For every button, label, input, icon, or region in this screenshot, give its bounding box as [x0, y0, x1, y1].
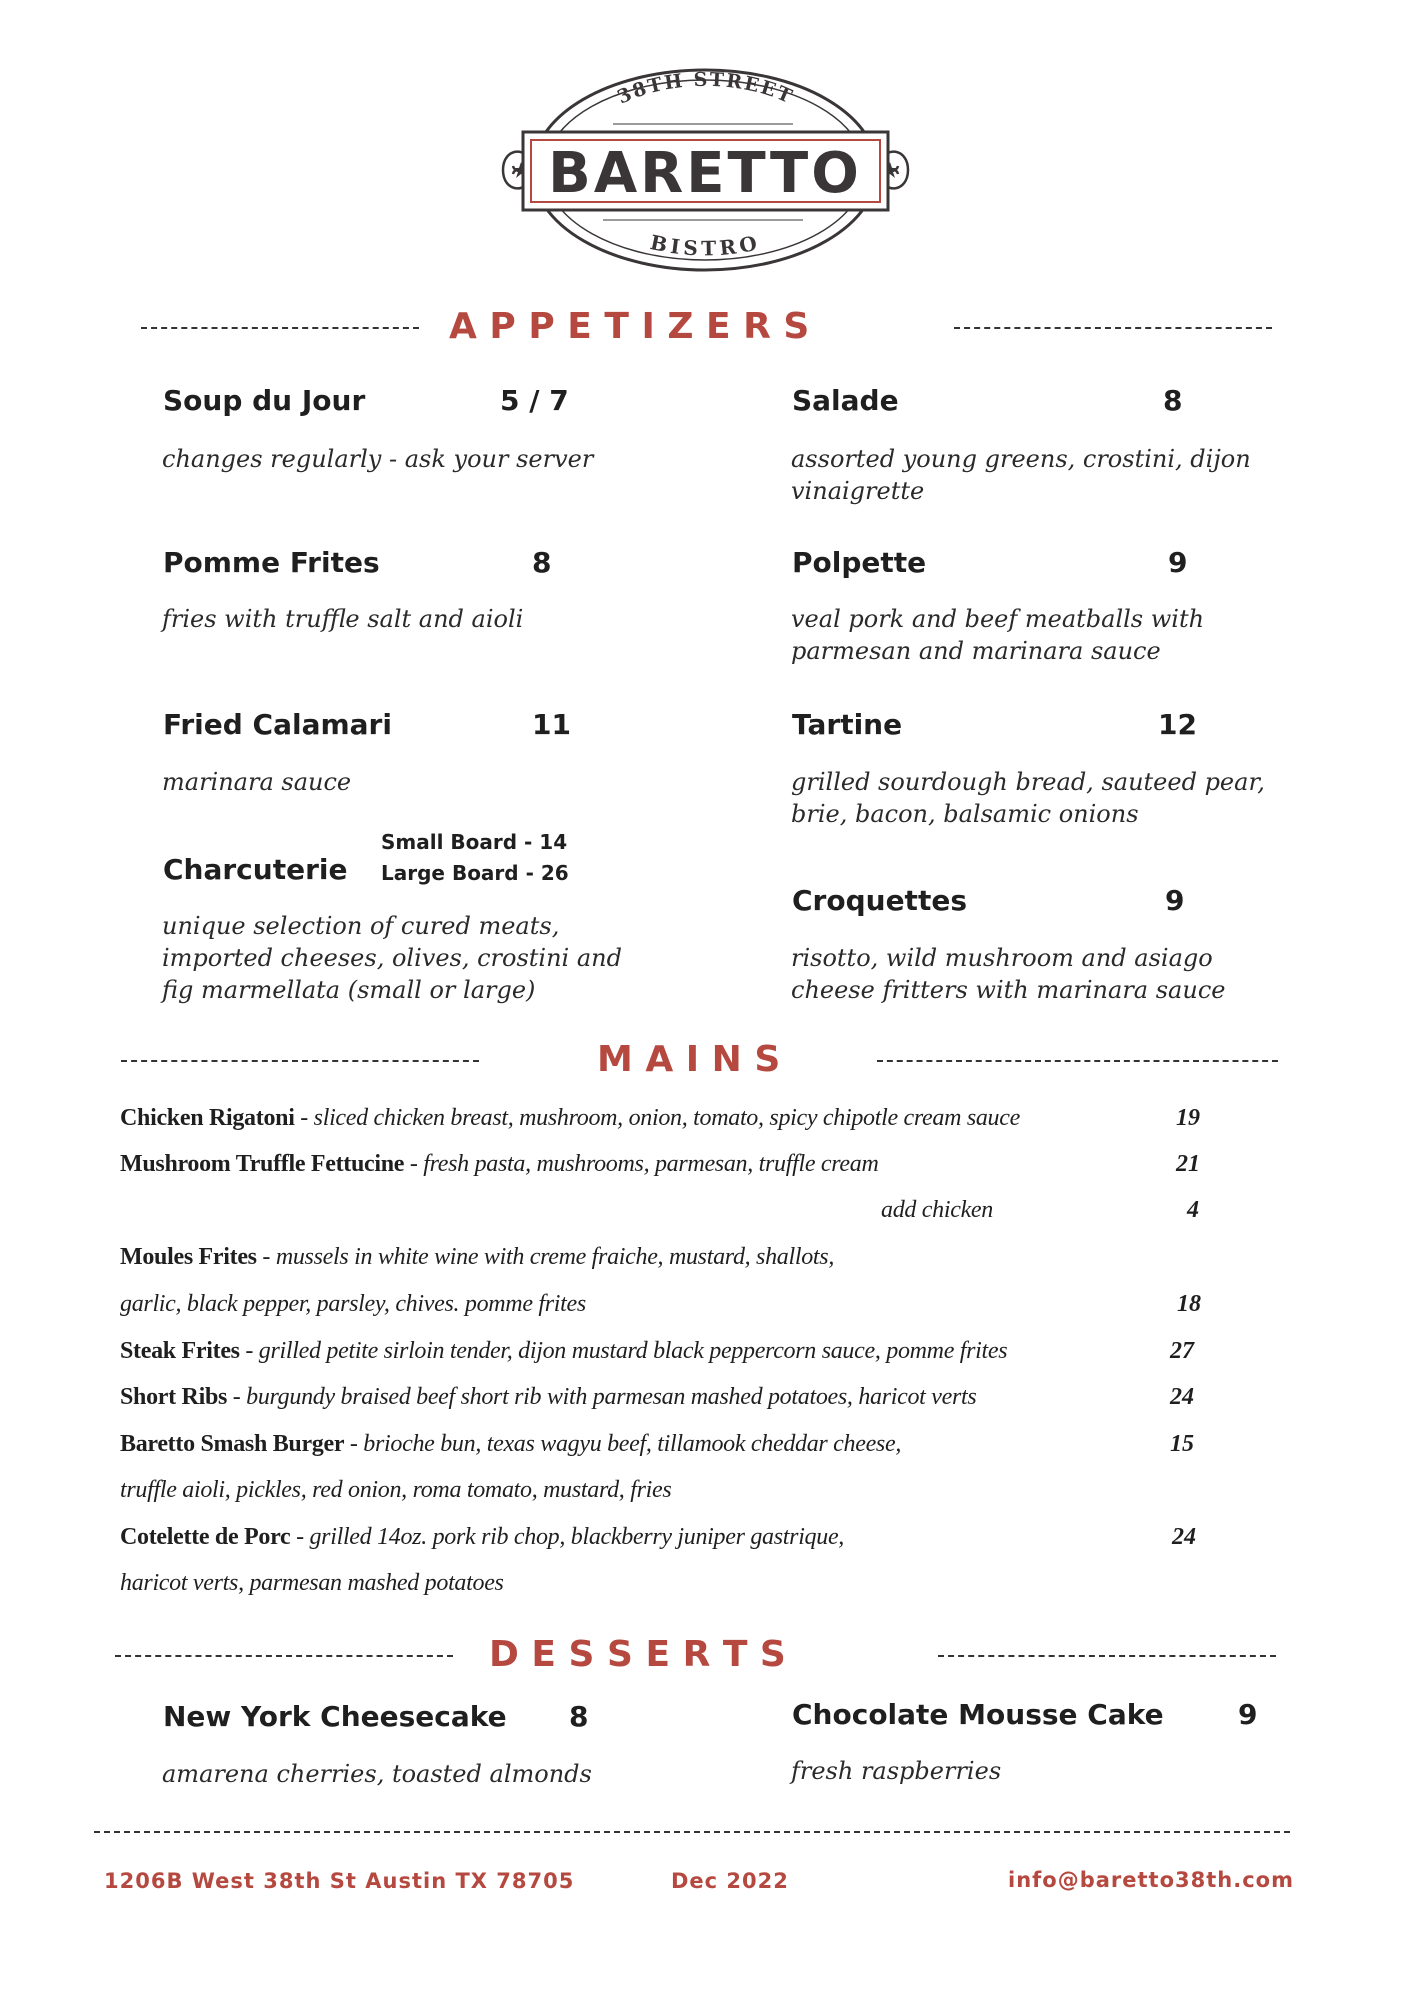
menu-item-name: Pomme Frites	[163, 546, 380, 579]
add-chicken-option: add chicken	[881, 1197, 993, 1223]
menu-item-description: fresh raspberries	[791, 1757, 1002, 1785]
divider-line	[115, 1655, 453, 1657]
divider-line	[938, 1655, 1276, 1657]
footer-divider	[94, 1831, 1290, 1833]
menu-item-price: 8	[1163, 384, 1183, 417]
small-board-price: Small Board - 14	[381, 830, 568, 854]
menu-item-name: Tartine	[792, 708, 903, 741]
menu-item-description: veal pork and beef meatballs with parmesan and marinara sauce	[791, 605, 1205, 665]
logo-name: BARETTO	[548, 141, 862, 206]
footer-address: 1206B West 38th St Austin TX 78705	[104, 1869, 575, 1893]
menu-item-description: assorted young greens, crostini, dijon vinaigrette	[791, 445, 1251, 505]
section-heading-mains: M A I N S	[597, 1039, 781, 1080]
main-item: Mushroom Truffle Fettucine - fresh pasta, mushrooms, parmesan, truffle cream	[120, 1151, 879, 1177]
main-item: Cotelette de Porc - grilled 14oz. pork rib chop, blackberry juniper gastrique,	[120, 1524, 845, 1550]
menu-item-price: 9	[1238, 1698, 1258, 1731]
divider-line	[141, 327, 419, 329]
menu-item-name: Salade	[792, 384, 899, 417]
menu-item-price: 11	[532, 708, 571, 741]
menu-item-name: Croquettes	[792, 884, 967, 917]
main-item: Moules Frites - mussels in white wine with creme fraiche, mustard, shallots,	[120, 1244, 835, 1270]
main-item-price: 4	[1187, 1197, 1199, 1223]
main-item-price: 27	[1170, 1338, 1194, 1364]
main-item-price: 21	[1176, 1151, 1200, 1177]
section-heading-desserts: D E S S E R T S	[489, 1634, 786, 1675]
menu-item-name: New York Cheesecake	[163, 1700, 507, 1733]
menu-item-name: Fried Calamari	[163, 708, 392, 741]
menu-item-description: risotto, wild mushroom and asiago cheese fritters with marinara sauce	[791, 944, 1226, 1004]
menu-item-name: Charcuterie	[163, 853, 348, 886]
menu-item-name: Soup du Jour	[163, 384, 366, 417]
main-item: Steak Frites - grilled petite sirloin tender, dijon mustard black peppercorn sauce, pomme frites	[120, 1338, 1008, 1364]
footer-date: Dec 2022	[671, 1869, 789, 1893]
divider-line	[121, 1060, 479, 1062]
menu-item-description: changes regularly - ask your server	[162, 445, 594, 473]
main-item: Baretto Smash Burger - brioche bun, texas wagyu beef, tillamook cheddar cheese,	[120, 1431, 902, 1457]
main-item-price: 24	[1172, 1524, 1196, 1550]
menu-item-price: 8	[532, 546, 552, 579]
menu-item-price: 9	[1168, 546, 1188, 579]
main-item-continued: truffle aioli, pickles, red onion, roma tomato, mustard, fries	[120, 1477, 672, 1503]
main-item-price: 19	[1176, 1105, 1200, 1131]
logo-bottom-text: BISTRO	[648, 230, 763, 261]
footer-email[interactable]: info@baretto38th.com	[1008, 1868, 1294, 1892]
main-item-price: 15	[1170, 1431, 1194, 1457]
menu-item-name: Polpette	[792, 546, 927, 579]
menu-item-description: grilled sourdough bread, sauteed pear, brie, bacon, balsamic onions	[791, 768, 1265, 828]
main-item-price: 24	[1170, 1384, 1194, 1410]
divider-line	[877, 1060, 1278, 1062]
menu-item-price: 12	[1158, 708, 1197, 741]
menu-item-description: amarena cherries, toasted almonds	[162, 1760, 592, 1788]
menu-item-description: unique selection of cured meats, imported cheeses, olives, crostini and fig marmellata (small or large)	[162, 912, 622, 1004]
logo-top-text: 38TH STREET	[614, 68, 797, 109]
main-item-price: 18	[1177, 1291, 1201, 1317]
menu-item-description: fries with truffle salt and aioli	[162, 605, 524, 633]
menu-item-price: 5 / 7	[500, 384, 569, 417]
divider-line	[954, 327, 1272, 329]
section-heading-appetizers: A P P E T I Z E R S	[449, 306, 810, 347]
main-item: Chicken Rigatoni - sliced chicken breast, mushroom, onion, tomato, spicy chipotle cream sauce	[120, 1105, 1020, 1131]
main-item: Short Ribs - burgundy braised beef short rib with parmesan mashed potatoes, haricot verts	[120, 1384, 977, 1410]
main-item-continued: garlic, black pepper, parsley, chives. pomme frites	[120, 1291, 586, 1317]
menu-item-name: Chocolate Mousse Cake	[792, 1698, 1164, 1731]
large-board-price: Large Board - 26	[381, 861, 569, 885]
menu-item-price: 8	[569, 1700, 589, 1733]
baretto-logo	[493, 62, 918, 278]
main-item-continued: haricot verts, parmesan mashed potatoes	[120, 1570, 504, 1596]
menu-item-description: marinara sauce	[162, 768, 352, 796]
menu-item-price: 9	[1165, 884, 1185, 917]
